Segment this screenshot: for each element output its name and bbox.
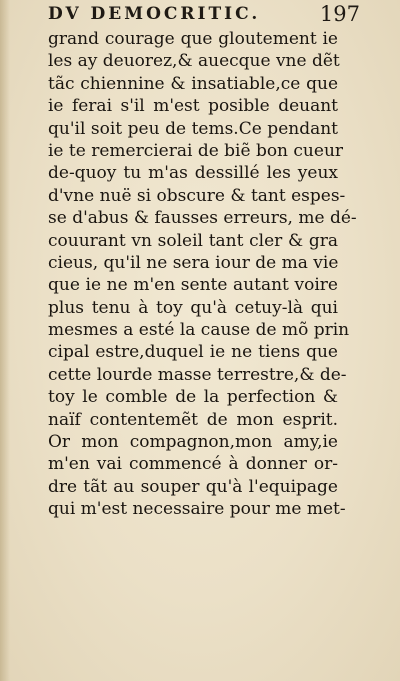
text-line: dre tãt au souper qu'à l'equipage <box>48 476 338 497</box>
text-line: cieus, qu'il ne sera iour de ma vie <box>48 252 339 273</box>
text-line: m'en vai commencé à donner or- <box>48 454 338 475</box>
text-line: ie ferai s'il m'est posible deuant <box>48 96 338 117</box>
text-line: toy le comble de la perfection & <box>48 387 338 408</box>
text-line: ie te remercierai de biẽ bon cueur <box>48 140 344 161</box>
text-line: les ay deuorez,& auecque vne dẽt <box>48 51 340 72</box>
text-line: mesmes a esté la cause de mõ prin <box>48 320 350 341</box>
text-line: que ie ne m'en sente autant voire <box>48 275 338 296</box>
text-line: tãc chiennine & insatiable,ce que <box>48 73 338 94</box>
text-line: d'vne nuë si obscure & tant espes- <box>48 185 346 206</box>
text-line: plus tenu à toy qu'à cetuy-là qui <box>48 297 338 318</box>
text-line: cette lourde masse terrestre,& de- <box>48 364 347 385</box>
text-line: Or mon compagnon,mon amy,ie <box>48 432 338 453</box>
text-line: se d'abus & fausses erreurs, me dé- <box>48 208 357 229</box>
text-line: qui m'est necessaire pour me met- <box>48 499 346 520</box>
text-line: grand courage que gloutement ie <box>48 29 338 49</box>
body-text <box>48 28 357 521</box>
page-number: 197 <box>319 2 360 26</box>
text-line: couurant vn soleil tant cler & gra <box>48 230 338 251</box>
text-line: qu'il soit peu de tems.Ce pendant <box>48 118 338 139</box>
page-gutter-shadow <box>0 0 10 681</box>
text-line: de-quoy tu m'as dessillé les yeux <box>48 163 338 184</box>
text-line: naïf contentemẽt de mon esprit. <box>48 409 338 430</box>
page-header <box>40 2 360 26</box>
running-head: DV DEMOCRITIC. <box>48 4 261 24</box>
text-line: cipal estre,duquel ie ne tiens que <box>48 342 338 363</box>
